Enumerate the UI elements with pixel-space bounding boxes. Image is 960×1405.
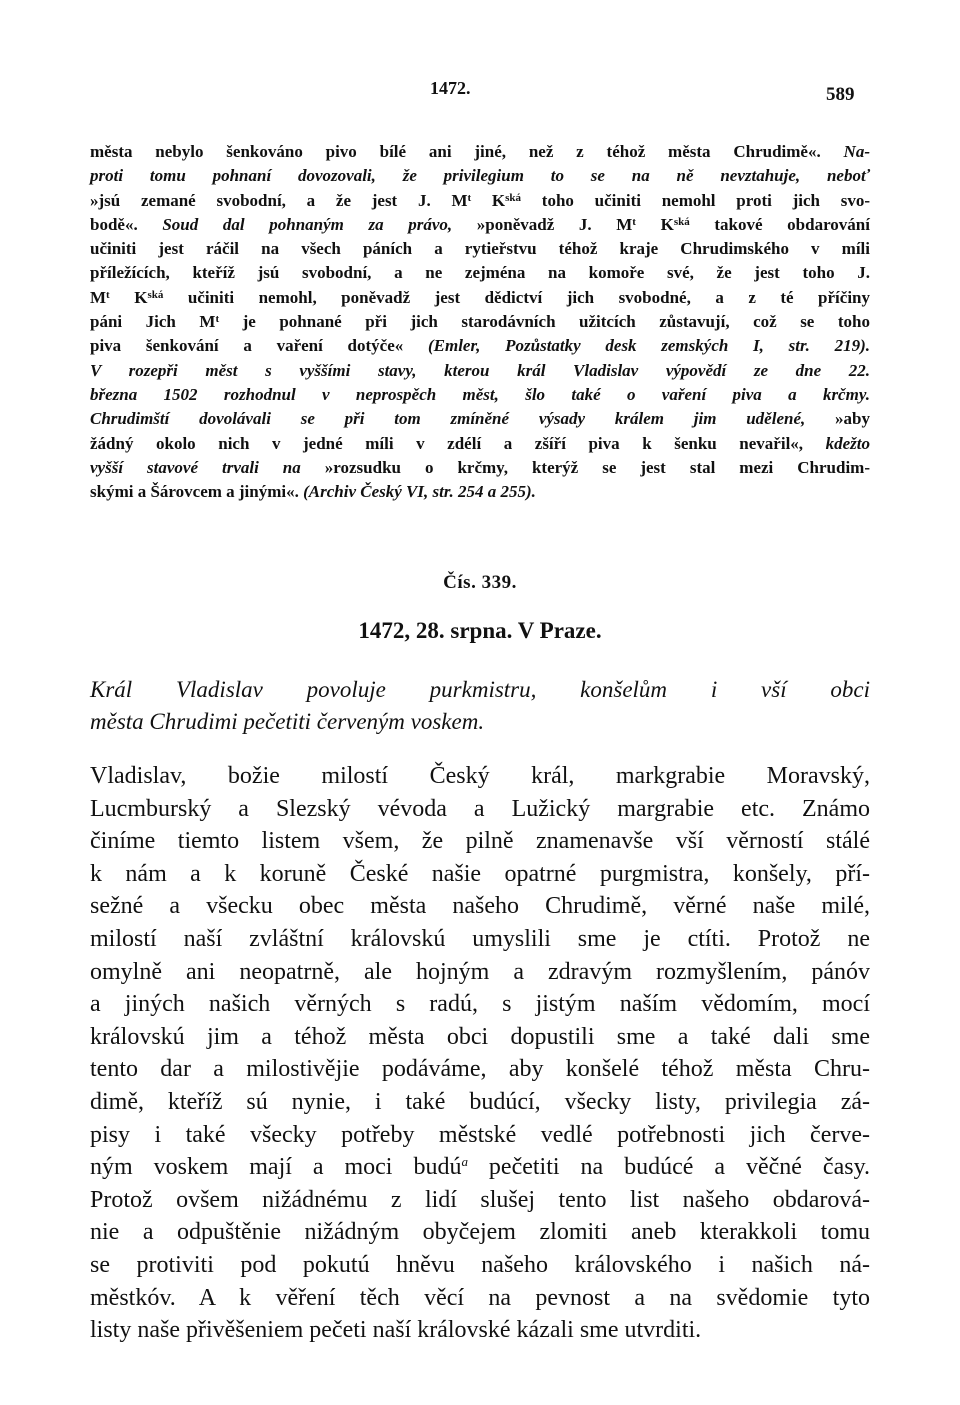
superscript: ská [673,215,690,228]
note-text: takové obdarování [689,214,870,234]
charter-text-run: milostí naší zvláštní královskú umyslili sme je ctíti. Protož ne [90,925,870,952]
charter-line [90,1314,870,1347]
charter-line [90,890,870,923]
charter-text [90,760,870,1347]
charter-text-run: královskú jim a téhož města obci dopustili sme a také dali sme [90,1023,870,1050]
charter-line [90,1249,870,1282]
note-line [90,189,870,213]
charter-text-run: městkóv. A k věření těch věcí na pevnost a na svědomie tyto [90,1284,870,1311]
note-text: učiniti jest ráčil na všech páních a rytieřstvu téhož kraje Chrudimského v míli [90,239,870,259]
charter-text-run: a jiných našich věrných s radú, s jistým naším vědomím, mocí [90,991,870,1018]
note-text: K [635,214,674,234]
note-line [90,383,870,407]
charter-line [90,1151,870,1184]
note-text: učiniti nemohl, poněvadž jest dědictví jich svobodné, a z té příčiny [163,287,870,307]
note-italic-text: V rozepři měst s vyššími stavy, kterou král Vladislav výpovědí ze dne 22. [90,360,870,380]
regest-line: Král Vladislav povoluje purkmistru, konšelům i vší obci [90,677,870,702]
note-italic-text: Chrudimští dovolávali se při tom zmíněné výsady králem jim udělené, [90,409,806,429]
charter-text-run: nie a odpuštěnie nižádným obyčejem zlomiti aneb kterakkoli tomu [90,1219,870,1246]
charter-line [90,988,870,1021]
charter-line [90,760,870,793]
note-italic-text: Na- [843,142,870,161]
note-text: »poněvadž J. M [452,214,633,234]
note-text: piva šenkování a vaření dotýče« [90,336,428,356]
superscript: ská [505,191,522,204]
note-line [90,261,870,285]
note-italic-text: kdežto [825,433,870,453]
charter-line [90,1216,870,1249]
note-italic-text: vyšší stavové trvali na [90,457,301,477]
charter-line [90,1282,870,1315]
note-italic-text: (Archiv Český VI, str. 254 a 255). [303,482,536,502]
charter-line [90,825,870,858]
superscript: t [106,288,110,301]
charter-text-run: omylně ani neopatrně, ale hojným a zdravým rozmyšlením, pánóv [90,958,870,985]
note-line [90,140,870,164]
note-text: M [90,287,107,307]
running-header-year: 1472. [430,78,471,98]
note-text: páni Jich M [90,312,216,332]
note-line [90,310,870,334]
document-date-place: 1472, 28. srpna. V Praze. [358,618,602,643]
note-text: bodě«. [90,214,163,234]
note-line [90,237,870,261]
note-line [90,334,870,358]
note-line [90,432,870,456]
charter-text-run: Protož ovšem nižádnému z lidí slušej tento list našeho obdarová- [90,1186,870,1213]
superscript: ská [147,288,164,301]
regest-summary [90,674,870,738]
charter-text-run: ným voskem mají a moci budú [90,1154,462,1181]
footnote-commentary [90,140,870,504]
charter-line [90,1021,870,1054]
charter-text-run: listy naše přivěšeniem pečeti naší královské kázali sme utvrditi. [90,1317,702,1344]
charter-text-run: činíme tiemto listem všem, že pilně znamenavše vší věrností stálé [90,828,870,855]
charter-text-run: k nám a k koruně České našie opatrné purgmistra, konšely, pří- [90,860,870,887]
charter-text-run: pečetiti na budúcé a věčné časy. [467,1154,871,1181]
charter-line [90,956,870,989]
charter-line [90,923,870,956]
note-italic-text: března 1502 rozhodnul v neprospěch měst, šlo také o vaření piva a krčmy. [90,384,870,404]
note-text: »rozsudku o krčmy, kterýž se jest stal mezi Chrudim- [300,457,871,477]
charter-text-run: dimě, kteříž sú nynie, i také budúcí, všecky listy, privilegia zá- [90,1088,870,1115]
note-italic-text: Soud dal pohnaným za právo, [162,214,453,234]
superscript: t [467,191,472,204]
footnote-marker: a [461,1154,468,1170]
note-line [90,480,870,504]
note-italic-text: proti tomu pohnaní dovozovali, že privilegium to se na ně nevztahuje, neboť [90,166,870,186]
note-text: toho učiniti nemohl proti jich svo- [521,190,870,210]
note-text: je pohnané při jich starodávních užitcích zůstavují, což se toho [219,312,870,332]
charter-text-run: tento dar a milostivějie podáváme, aby konšelé téhož města Chru- [90,1056,870,1083]
note-text: K [471,190,506,210]
note-line [90,286,870,310]
note-text: města nebylo šenkováno pivo bílé ani jiné, než z téhož města Chrudimě«. [90,142,844,161]
charter-text-run: Vladislav, božie milostí Český král, markgrabie Moravský, [90,763,870,789]
charter-text-run: se protiviti pod pokutú hněvu našeho královského i našich ná- [90,1251,870,1278]
note-text: skými a Šárovcem a jinými«. [90,482,304,502]
charter-line [90,1184,870,1217]
charter-text-run: sežné a všecku obec města našeho Chrudimě, věrné naše milé, [90,893,870,920]
document-number: Čís. 339. [443,572,517,593]
page-number: 589 [826,84,855,105]
note-italic-text: (Emler, Pozůstatky desk zemských I, str. 219). [427,336,871,356]
charter-line [90,1119,870,1152]
note-line [90,407,870,431]
note-text: příležících, kteříž jsú svobodní, a ne zejména na komoře své, že jest toho J. [90,263,870,283]
superscript: t [632,215,636,228]
note-line [90,359,870,383]
charter-line [90,1053,870,1086]
note-text: »aby [805,409,870,429]
note-text: »jsú zemané svobodní, a že jest J. M [90,190,468,210]
charter-line [90,858,870,891]
superscript: t [215,313,220,326]
charter-line [90,1086,870,1119]
note-line [90,213,870,237]
charter-text-run: pisy i také všecky potřeby městské vedlé potřebnosti jich červe- [90,1121,870,1148]
note-text: K [109,287,148,307]
charter-text-run: Lucmburský a Slezský vévoda a Lužický margrabie etc. Známo [90,795,870,822]
charter-line [90,793,870,826]
note-line [90,456,870,480]
note-text: žádný okolo nich v jedné míli v zdélí a zšíří piva k šenku nevařil«, [90,433,826,453]
note-line [90,164,870,188]
regest-line: města Chrudimi pečetiti červeným voskem. [90,709,485,734]
